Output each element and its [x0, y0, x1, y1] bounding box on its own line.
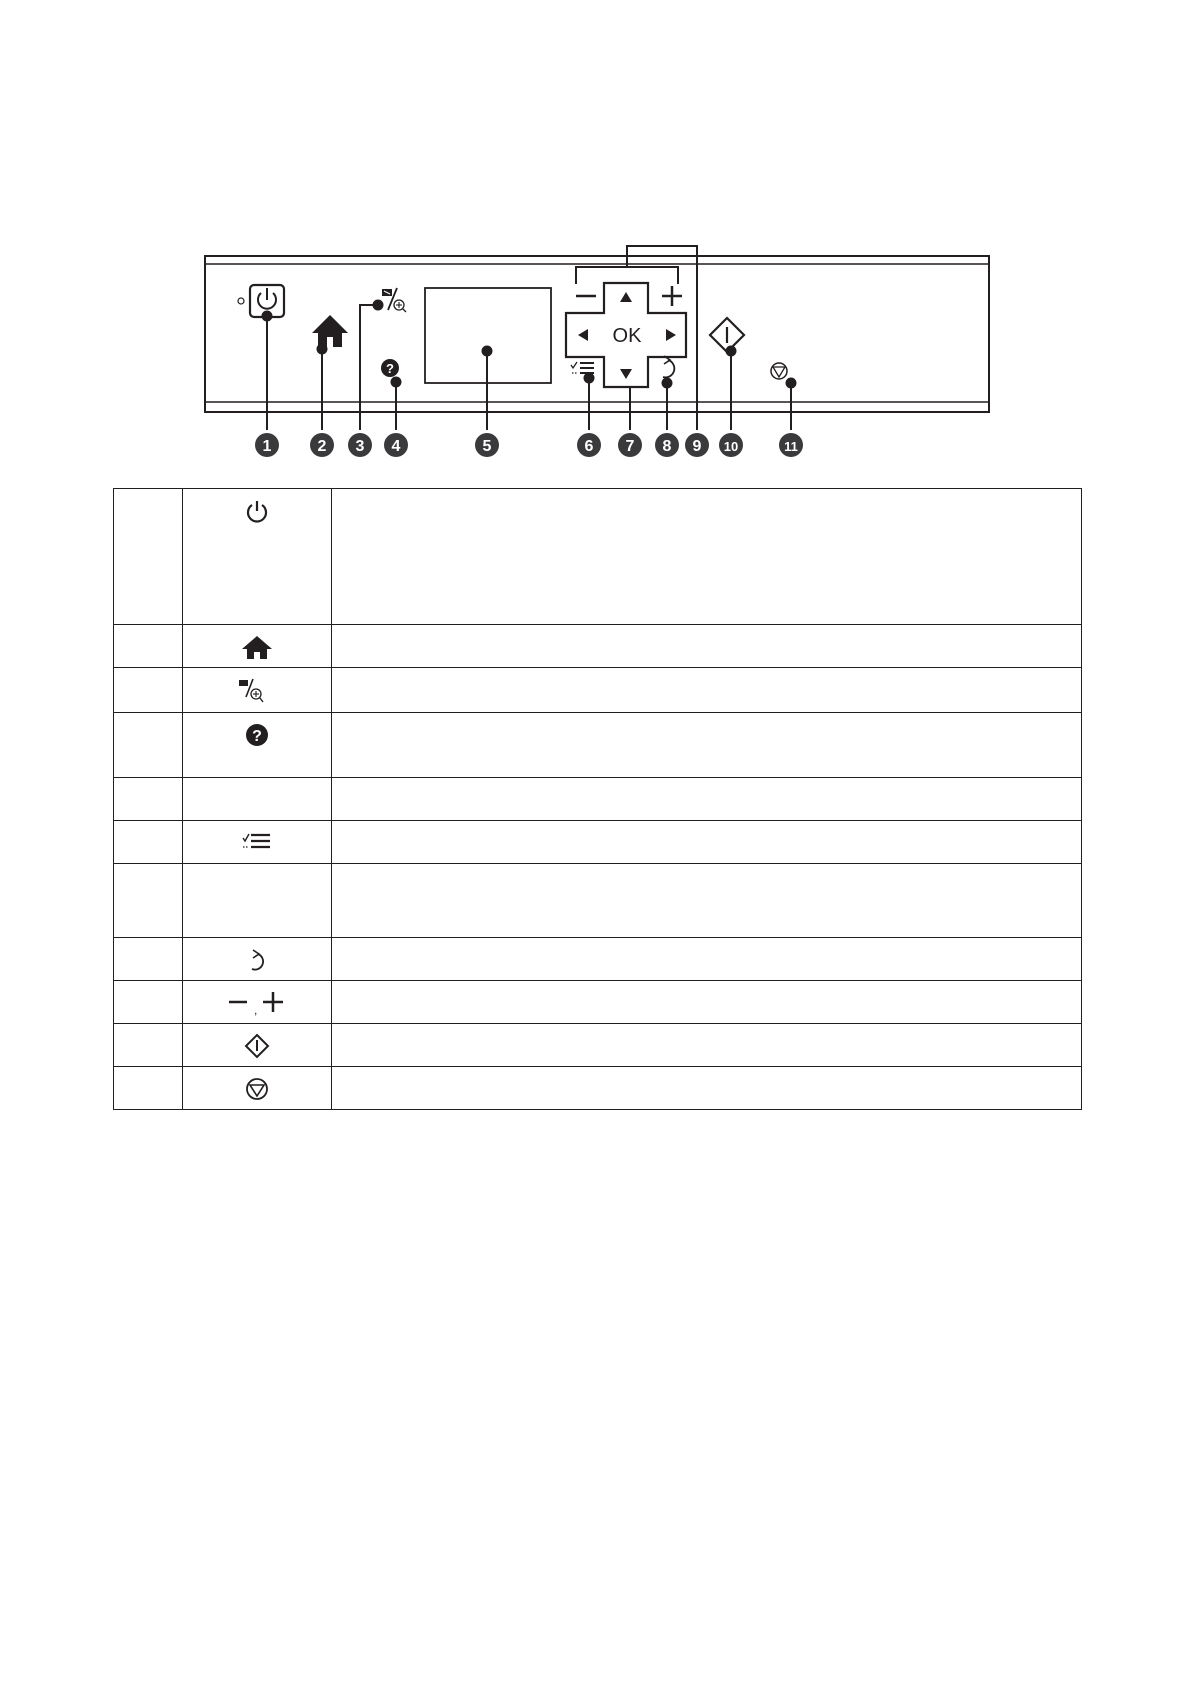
row-number-cell — [114, 625, 183, 668]
row-number-cell — [114, 778, 183, 821]
table-row — [114, 778, 1082, 821]
table-row — [114, 625, 1082, 668]
start-icon — [710, 318, 744, 352]
row-icon-cell — [183, 981, 332, 1024]
dpad-ok-label: OK — [612, 325, 642, 347]
arrow-left-icon — [578, 329, 588, 341]
row-icon-cell — [183, 778, 332, 821]
row-description-cell — [332, 1067, 1082, 1110]
row-icon-cell — [183, 864, 332, 938]
callout-number: 3 — [355, 438, 365, 455]
row-number-cell — [114, 821, 183, 864]
callout-7 — [618, 433, 642, 457]
callout-markers — [255, 433, 803, 457]
row-icon-cell — [183, 489, 332, 625]
arrow-down-icon — [620, 369, 632, 379]
row-number-cell — [114, 489, 183, 625]
row-number-cell — [114, 938, 183, 981]
row-number-cell — [114, 864, 183, 938]
stop-icon — [244, 1089, 270, 1106]
callout-4 — [384, 433, 408, 457]
callout-3 — [348, 433, 372, 457]
row-description-cell — [332, 668, 1082, 713]
callout-6 — [577, 433, 601, 457]
display-zoom-icon — [237, 694, 277, 711]
power-light — [238, 298, 244, 304]
row-icon-cell — [183, 1067, 332, 1110]
callout-1 — [255, 433, 279, 457]
row-icon-cell — [183, 938, 332, 981]
table-row — [114, 981, 1082, 1024]
callout-number: 7 — [625, 438, 635, 455]
legend-table — [113, 488, 1082, 1110]
table-row — [114, 1024, 1082, 1067]
table-row — [114, 864, 1082, 938]
callout-number: 11 — [784, 439, 798, 454]
row-icon-cell — [183, 668, 332, 713]
display-zoom-icon — [382, 288, 406, 312]
callout-number: 1 — [262, 438, 272, 455]
home-icon — [312, 315, 348, 347]
callout-number: 10 — [723, 439, 739, 454]
row-number-cell — [114, 1024, 183, 1067]
callout-2 — [310, 433, 334, 457]
row-description-cell — [332, 625, 1082, 668]
callout-number: 6 — [584, 438, 594, 455]
callout-number: 2 — [317, 438, 327, 455]
row-number-cell — [114, 981, 183, 1024]
menu-list-icon — [240, 841, 274, 858]
callout-11 — [779, 433, 803, 457]
row-number-cell — [114, 1067, 183, 1110]
dpad — [566, 283, 686, 387]
row-icon-cell — [183, 821, 332, 864]
callout-number: 5 — [482, 438, 492, 455]
row-description-cell — [332, 938, 1082, 981]
callout-number: 8 — [662, 438, 672, 455]
row-description-cell — [332, 864, 1082, 938]
home-icon — [240, 647, 274, 664]
callout-5 — [475, 433, 499, 457]
svg-text:,: , — [254, 1003, 258, 1017]
plus-icon — [662, 286, 682, 306]
arrow-up-icon — [620, 292, 632, 302]
row-icon-cell — [183, 713, 332, 778]
table-row — [114, 489, 1082, 625]
row-description-cell — [332, 821, 1082, 864]
table-row — [114, 668, 1082, 713]
arrow-right-icon — [666, 329, 676, 341]
row-icon-cell — [183, 1024, 332, 1067]
stop-icon — [771, 363, 787, 379]
help-icon — [381, 359, 399, 377]
callout-9 — [685, 433, 709, 457]
callout-8 — [655, 433, 679, 457]
row-icon-cell — [183, 625, 332, 668]
svg-text:?: ? — [386, 361, 394, 376]
callout-number: 4 — [391, 438, 401, 455]
table-row — [114, 938, 1082, 981]
table-row — [114, 713, 1082, 778]
row-number-cell — [114, 668, 183, 713]
row-description-cell — [332, 489, 1082, 625]
row-number-cell — [114, 713, 183, 778]
back-icon — [245, 960, 269, 977]
row-description-cell — [332, 981, 1082, 1024]
menu-list-icon — [571, 362, 594, 373]
svg-text:?: ? — [252, 728, 262, 745]
table-row — [114, 821, 1082, 864]
row-description-cell — [332, 713, 1082, 778]
start-icon — [244, 1046, 270, 1063]
power-icon — [244, 511, 270, 528]
help-icon — [244, 728, 270, 752]
callout-10 — [719, 433, 743, 457]
callout-number: 9 — [692, 438, 702, 455]
control-panel-diagram — [0, 0, 1190, 470]
row-description-cell — [332, 1024, 1082, 1067]
leader-lines — [263, 301, 796, 431]
minus-plus-icon — [227, 1005, 287, 1022]
table-row — [114, 1067, 1082, 1110]
row-description-cell — [332, 778, 1082, 821]
